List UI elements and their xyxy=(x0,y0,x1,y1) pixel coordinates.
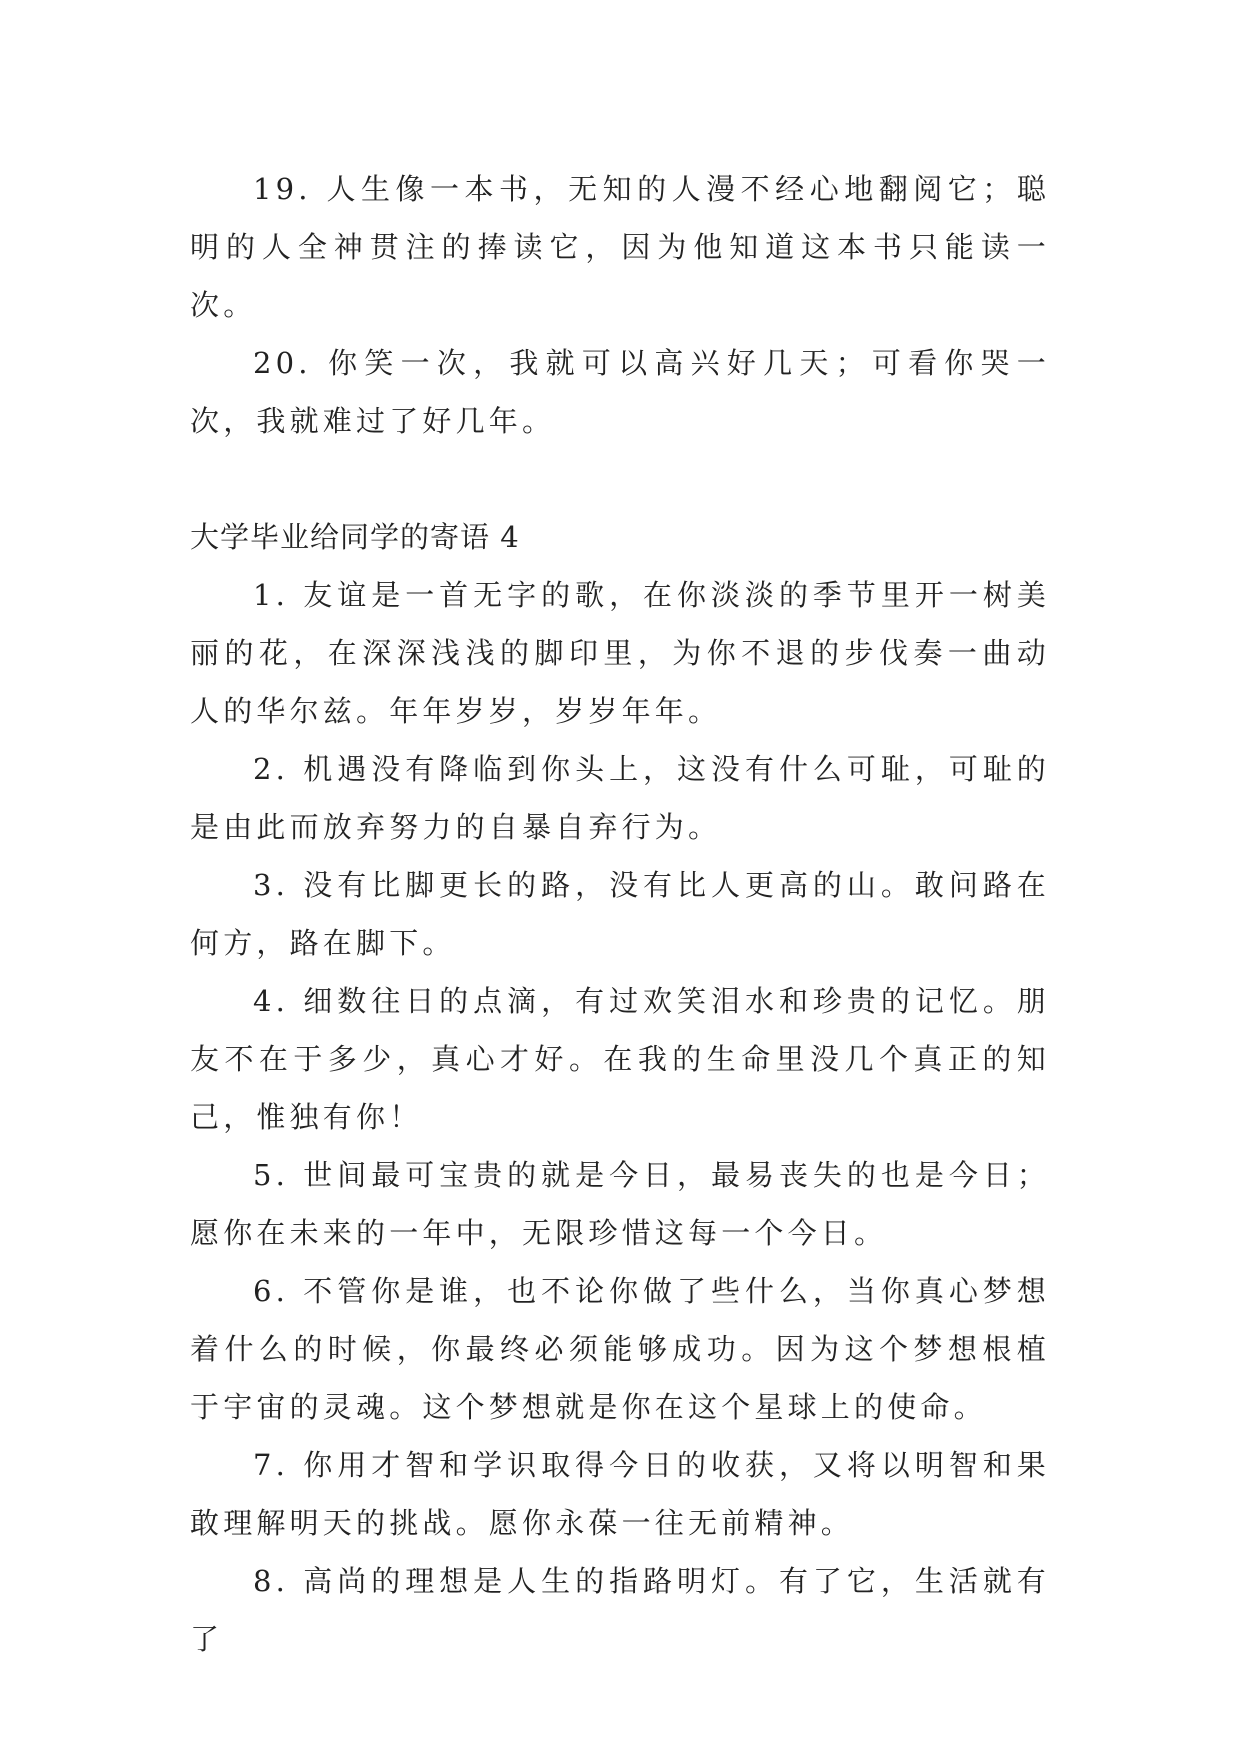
paragraph-item-3: 3. 没有比脚更长的路，没有比人更高的山。敢问路在何方，路在脚下。 xyxy=(190,868,1050,960)
paragraph-item-6: 6. 不管你是谁，也不论你做了些什么，当你真心梦想着什么的时候，你最终必须能够成功。因为这个梦想根植于宇宙的灵魂。这个梦想就是你在这个星球上的使命。 xyxy=(190,1274,1050,1424)
paragraph-item-1: 1. 友谊是一首无字的歌，在你淡淡的季节里开一树美丽的花，在深深浅浅的脚印里，为你不退的步伐奏一曲动人的华尔兹。年年岁岁，岁岁年年。 xyxy=(190,578,1050,728)
paragraph-item-20: 20. 你笑一次，我就可以高兴好几天；可看你哭一次，我就难过了好几年。 xyxy=(190,346,1050,438)
document-body xyxy=(190,160,1050,1668)
paragraph-item-7: 7. 你用才智和学识取得今日的收获，又将以明智和果敢理解明天的挑战。愿你永葆一往无前精神。 xyxy=(190,1448,1050,1540)
section-heading: 大学毕业给同学的寄语 4 xyxy=(190,520,520,554)
paragraph-item-8: 8. 高尚的理想是人生的指路明灯。有了它，生活就有了 xyxy=(190,1564,1050,1656)
paragraph-item-5: 5. 世间最可宝贵的就是今日，最易丧失的也是今日；愿你在未来的一年中，无限珍惜这每一个今日。 xyxy=(190,1158,1050,1250)
paragraph-item-19: 19. 人生像一本书，无知的人漫不经心地翻阅它；聪明的人全神贯注的捧读它，因为他知道这本书只能读一次。 xyxy=(190,172,1050,322)
paragraph-item-4: 4. 细数往日的点滴，有过欢笑泪水和珍贵的记忆。朋友不在于多少，真心才好。在我的生命里没几个真正的知己，惟独有你！ xyxy=(190,984,1050,1134)
paragraph-item-2: 2. 机遇没有降临到你头上，这没有什么可耻，可耻的是由此而放弃努力的自暴自弃行为。 xyxy=(190,752,1050,844)
